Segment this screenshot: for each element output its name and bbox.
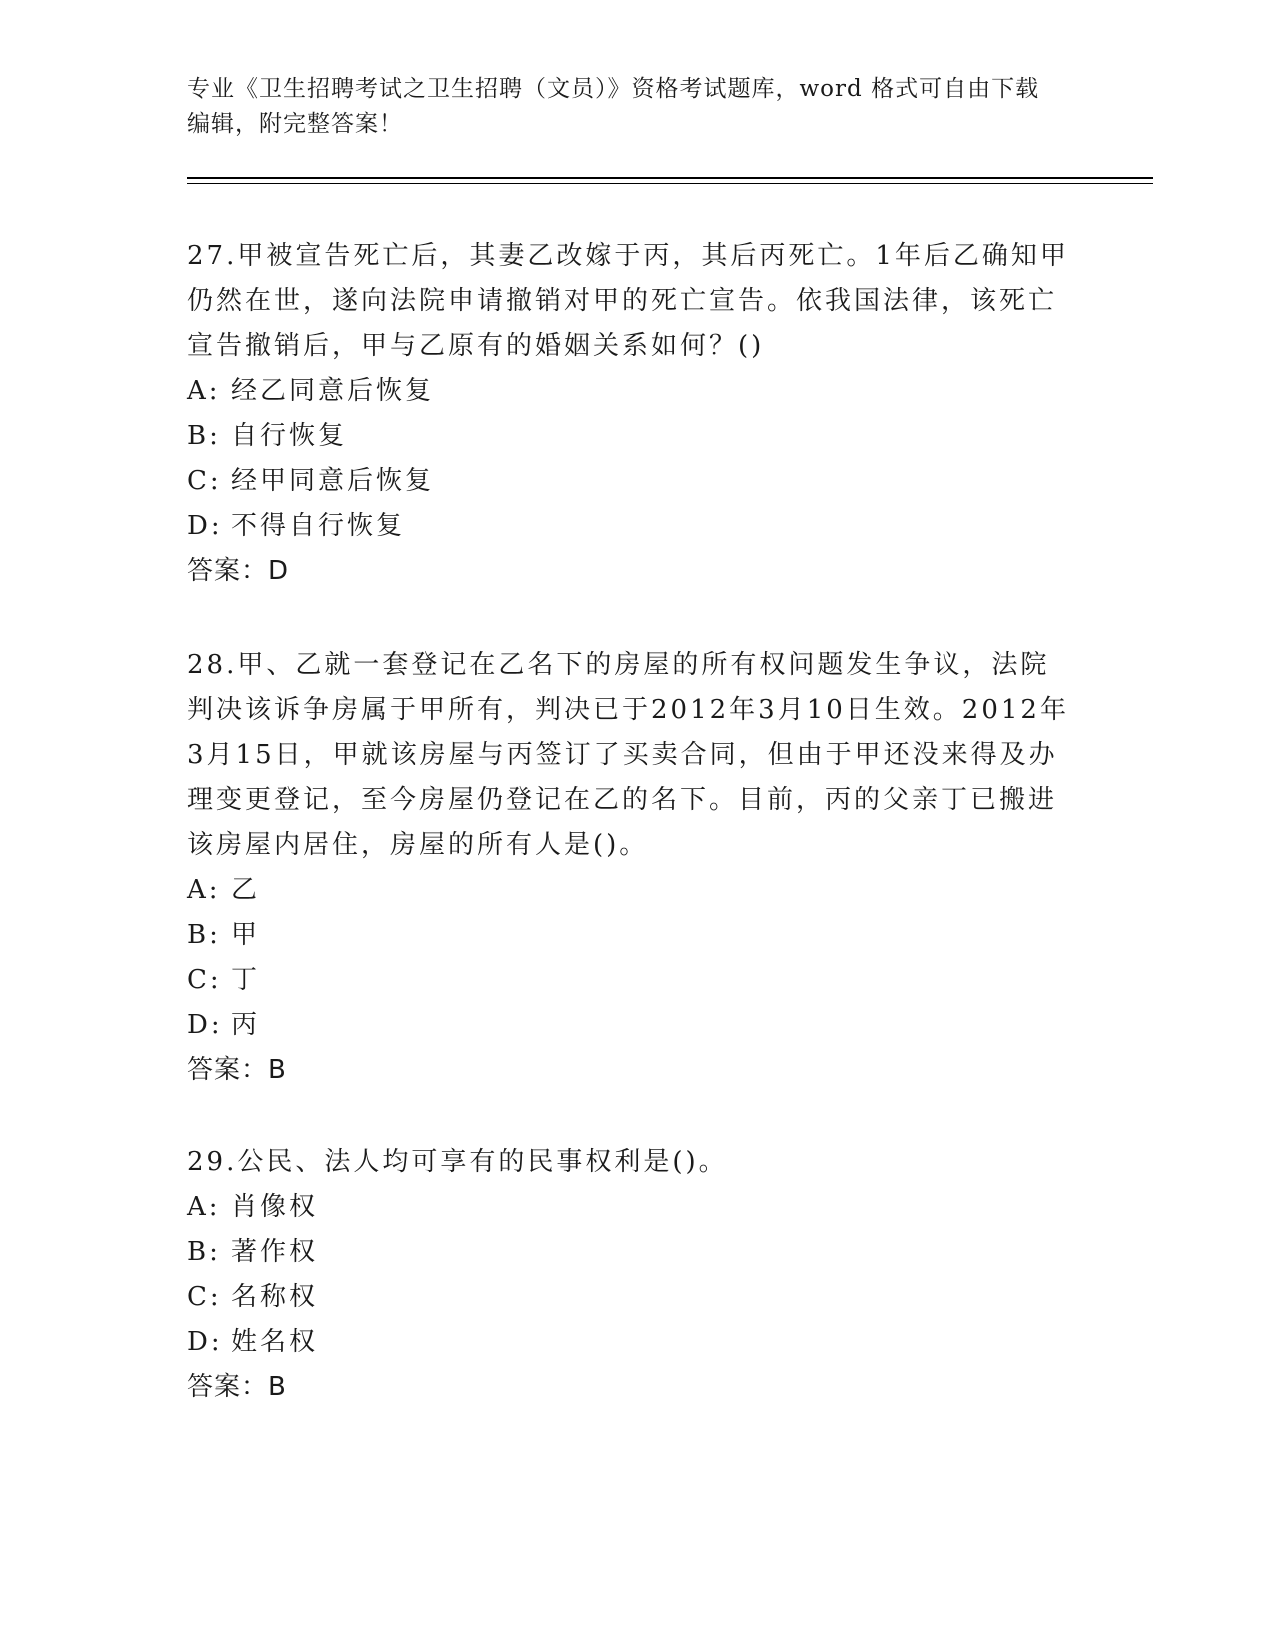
option-label: C:	[187, 965, 222, 995]
question-28	[187, 643, 1077, 1093]
option-c	[187, 1275, 1077, 1320]
option-text: 自行恢复	[231, 421, 348, 451]
option-text: 不得自行恢复	[231, 511, 406, 541]
question-stem: 28.甲、乙就一套登记在乙名下的房屋的所有权问题发生争议，法院判决该诉争房属于甲所有，判决已于2012年3月10日生效。2012年3月15日，甲就该房屋与丙签订了买卖合同，但由于甲还没来得及办理变更登记，至今房屋仍登记在乙的名下。目前，丙的父亲丁已搬进该房屋内居住，房屋的所有人是()。	[187, 650, 1069, 860]
option-label: B:	[187, 1237, 221, 1267]
answer-line: 答案：B	[187, 1055, 287, 1085]
header-line-2: 编辑，附完整答案！	[187, 111, 403, 137]
option-text: 甲	[231, 920, 261, 950]
option-label: A:	[187, 376, 221, 406]
option-label: C:	[187, 1282, 222, 1312]
option-label: B:	[187, 920, 221, 950]
option-label: B:	[187, 421, 221, 451]
option-label: D:	[187, 1010, 223, 1040]
option-c	[187, 459, 1077, 504]
option-text: 经乙同意后恢复	[231, 376, 435, 406]
question-27	[187, 234, 1077, 594]
option-a	[187, 1185, 1077, 1230]
question-29	[187, 1140, 1077, 1410]
option-label: C:	[187, 466, 222, 496]
option-text: 著作权	[231, 1237, 319, 1267]
answer-line: 答案：B	[187, 1372, 287, 1402]
option-label: D:	[187, 511, 223, 541]
option-text: 名称权	[231, 1282, 319, 1312]
option-c	[187, 958, 1077, 1003]
option-d	[187, 504, 1077, 549]
header-divider-thick	[187, 177, 1153, 179]
option-label: D:	[187, 1327, 223, 1357]
option-text: 丁	[231, 965, 261, 995]
option-label: A:	[187, 875, 221, 905]
option-b	[187, 913, 1077, 958]
option-text: 乙	[231, 875, 261, 905]
option-d	[187, 1003, 1077, 1048]
question-stem: 27.甲被宣告死亡后，其妻乙改嫁于丙，其后丙死亡。1年后乙确知甲仍然在世，遂向法院申请撤销对甲的死亡宣告。依我国法律，该死亡宣告撤销后，甲与乙原有的婚姻关系如何？()	[187, 241, 1069, 361]
option-text: 肖像权	[231, 1192, 319, 1222]
answer-line: 答案：D	[187, 556, 290, 586]
option-a	[187, 369, 1077, 414]
question-stem: 29.公民、法人均可享有的民事权利是()。	[187, 1147, 728, 1177]
option-text: 经甲同意后恢复	[231, 466, 435, 496]
option-label: A:	[187, 1192, 221, 1222]
document-header	[187, 72, 1087, 142]
option-b	[187, 1230, 1077, 1275]
option-a	[187, 868, 1077, 913]
option-d	[187, 1320, 1077, 1365]
option-text: 丙	[231, 1010, 261, 1040]
option-text: 姓名权	[231, 1327, 319, 1357]
header-line-1: 专业《卫生招聘考试之卫生招聘（文员）》资格考试题库，word 格式可自由下载	[187, 76, 1040, 102]
option-b	[187, 414, 1077, 459]
header-divider-thin	[187, 183, 1153, 184]
